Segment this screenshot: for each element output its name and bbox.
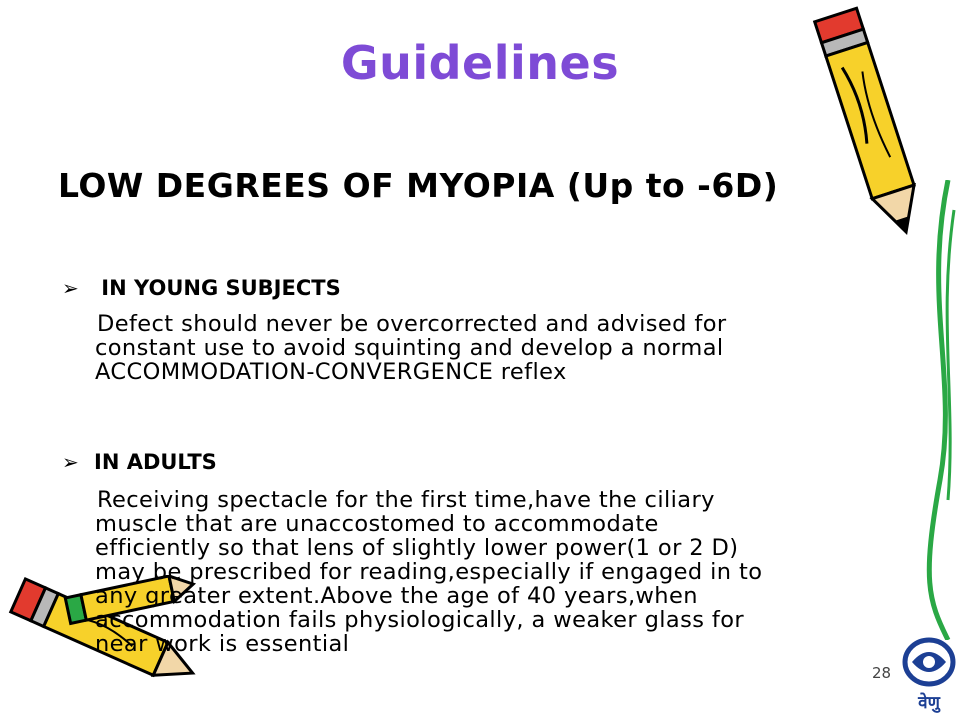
paragraph-line: ACCOMMODATION-CONVERGENCE reflex	[95, 359, 567, 385]
paragraph-young-subjects	[95, 312, 935, 384]
page-number: 28	[872, 664, 892, 682]
bullet-adults	[62, 450, 217, 474]
bullet-young-subjects	[62, 276, 341, 300]
paragraph-line: accommodation fails physiologically, a weaker glass for	[95, 607, 745, 633]
arrow-bullet-icon: ➢	[62, 450, 79, 474]
paragraph-line: muscle that are unaccostomed to accommodate	[95, 511, 659, 537]
paragraph-line: any greater extent.Above the age of 40 years,when	[95, 583, 698, 609]
paragraph-line: constant use to avoid squinting and develop a normal	[95, 335, 724, 361]
paragraph-line: Receiving spectacle for the first time,have the ciliary	[97, 487, 715, 513]
slide-title: Guidelines	[340, 36, 620, 90]
venu-logo-icon	[902, 636, 956, 716]
paragraph-line: may be prescribed for reading,especially if engaged in to	[95, 559, 763, 585]
paragraph-line: efficiently so that lens of slightly lower power(1 or 2 D)	[95, 535, 739, 561]
bullet-label: IN ADULTS	[94, 450, 217, 474]
paragraph-line: near work is essential	[95, 631, 350, 657]
section-heading: LOW DEGREES OF MYOPIA (Up to -6D)	[58, 166, 779, 205]
paragraph-adults	[95, 488, 935, 656]
arrow-bullet-icon: ➢	[62, 276, 79, 300]
logo-text: वेणु	[918, 693, 940, 713]
bullet-label: IN YOUNG SUBJECTS	[94, 276, 341, 300]
paragraph-line: Defect should never be overcorrected and advised for	[97, 311, 727, 337]
